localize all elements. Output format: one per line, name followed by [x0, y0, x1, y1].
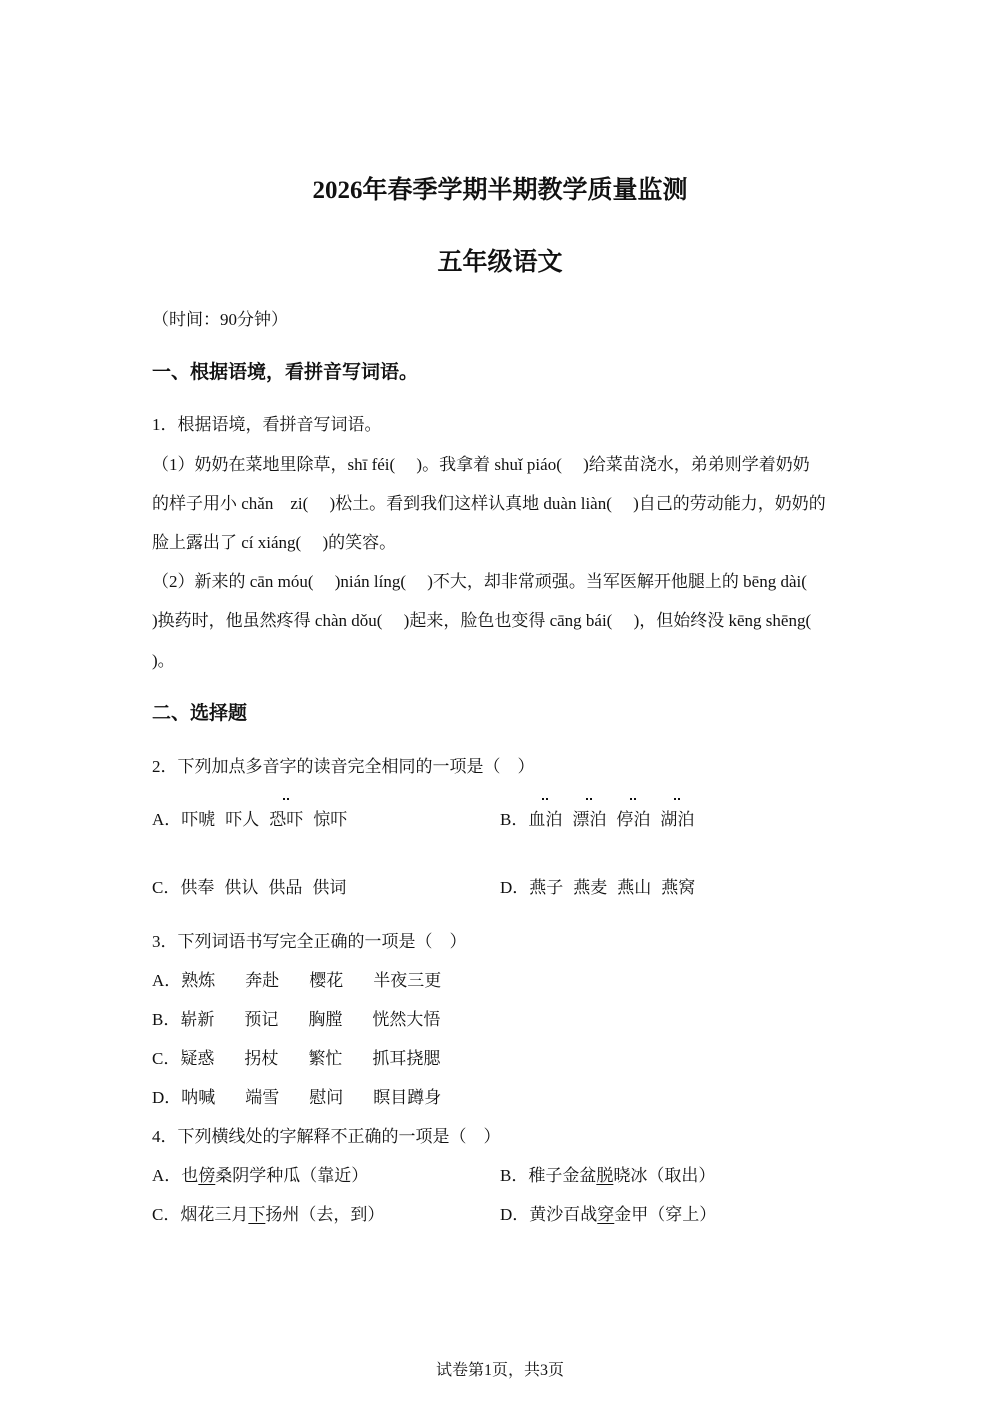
- word: 燕子: [529, 878, 564, 897]
- q2-option-b: [500, 805, 694, 830]
- option-label: C．: [152, 878, 181, 897]
- word: 供认: [224, 878, 259, 897]
- word: 预记: [244, 1010, 279, 1029]
- word: 呐喊: [181, 1088, 216, 1107]
- option-label: C．: [152, 1205, 181, 1224]
- option-label: B．: [152, 1010, 181, 1029]
- word: 恍然大悟: [372, 1010, 441, 1029]
- underlined-char: 穿: [597, 1205, 615, 1224]
- option-label: C．: [152, 1049, 181, 1068]
- q3-option-d: [152, 1083, 441, 1108]
- word: 燕窝: [661, 878, 696, 897]
- q3-stem: 3．下列词语书写完全正确的一项是（ ）: [152, 932, 467, 951]
- word: 端雪: [245, 1088, 280, 1107]
- q1-stem: 1．根据语境，看拼音写词语。: [152, 415, 382, 434]
- word: 惊吓: [313, 810, 348, 829]
- q4-option-d: [500, 1200, 716, 1225]
- word: 燕麦: [573, 878, 608, 897]
- q4-option-b: [500, 1161, 715, 1186]
- word: 奔赴: [245, 971, 280, 990]
- text: 桑阴学种瓜（靠近）: [215, 1166, 369, 1185]
- word: 拐杖: [244, 1049, 279, 1068]
- section-2-heading: 二、选择题: [152, 703, 248, 724]
- word: 慰问: [309, 1088, 344, 1107]
- underlined-char: 脱: [596, 1166, 614, 1185]
- word-dotted: 湖泊: [660, 805, 694, 830]
- option-label: B．: [500, 1166, 529, 1185]
- exam-subtitle: 五年级语文: [437, 249, 563, 276]
- word: 樱花: [309, 971, 344, 990]
- option-label: D．: [500, 1205, 530, 1224]
- time-note: （时间：90分钟）: [152, 310, 288, 329]
- word-dotted: 漂泊: [572, 805, 606, 830]
- q3-option-a: [152, 966, 441, 991]
- word: 吓人: [225, 810, 260, 829]
- option-label: D．: [500, 878, 530, 897]
- section-1-heading: 一、根据语境，看拼音写词语。: [152, 362, 419, 383]
- word: 供品: [268, 878, 303, 897]
- word: 供奉: [180, 878, 215, 897]
- q2-option-c: [152, 873, 346, 898]
- q1-part2-line1: （2）新来的 cān móu( )nián líng( )不大，却非常顽强。当军医解开他腿上的 bēng dài(: [152, 572, 807, 591]
- q4-stem: 4．下列横线处的字解释不正确的一项是（ ）: [152, 1127, 501, 1146]
- text: 晓冰（取出）: [613, 1166, 716, 1185]
- q1-part2-line3: )。: [152, 651, 175, 670]
- exam-title: 2026年春季学期半期教学质量监测: [312, 177, 688, 204]
- option-label: B．: [500, 810, 529, 829]
- word-dotted: 停泊: [616, 805, 650, 830]
- q2-option-a: [152, 805, 347, 830]
- q3-option-c: [152, 1044, 440, 1069]
- option-label: A．: [152, 1166, 182, 1185]
- word: 胸膛: [308, 1010, 343, 1029]
- text: 稚子金盆: [528, 1166, 597, 1185]
- word: 半夜三更: [373, 971, 442, 990]
- word-dotted: 血泊: [528, 805, 562, 830]
- word: 燕山: [617, 878, 652, 897]
- q2-option-d: [500, 873, 695, 898]
- word: 疑惑: [180, 1049, 215, 1068]
- q4-option-a: [152, 1161, 368, 1186]
- text: 金甲（穿上）: [614, 1205, 717, 1224]
- underlined-char: 傍: [198, 1166, 216, 1185]
- q3-option-b: [152, 1005, 440, 1030]
- q4-option-c: [152, 1200, 384, 1225]
- q1-part1-line3: 脸上露出了 cí xiáng( )的笑容。: [152, 533, 397, 552]
- q2-stem: 2．下列加点多音字的读音完全相同的一项是（ ）: [152, 757, 535, 776]
- q1-part1-line1: （1）奶奶在菜地里除草，shī féi( )。我拿着 shuǐ piáo( )给菜苗浇水，弟弟则学着奶奶: [152, 455, 810, 474]
- text: 烟花三月: [180, 1205, 249, 1224]
- word: 抓耳挠腮: [372, 1049, 441, 1068]
- option-label: A．: [152, 810, 182, 829]
- page-footer: 试卷第1页，共3页: [435, 1362, 564, 1379]
- text: 也: [181, 1166, 199, 1185]
- option-label: D．: [152, 1088, 182, 1107]
- q1-part2-line2: )换药时，他虽然疼得 chàn dǒu( )起来，脸色也变得 cāng bái( )，但始终没 kēng shēng(: [152, 611, 812, 630]
- text: 黄沙百战: [529, 1205, 598, 1224]
- word: 吓唬: [181, 810, 216, 829]
- word: 崭新: [180, 1010, 215, 1029]
- word: 瞑目蹲身: [373, 1088, 442, 1107]
- q1-part1-line2: 的样子用小 chǎn zi( )松土。看到我们这样认真地 duàn liàn( )自己的劳动能力，奶奶的: [152, 494, 826, 513]
- text: 扬州（去，到）: [265, 1205, 385, 1224]
- word-dotted: 恐吓: [269, 805, 303, 830]
- underlined-char: 下: [248, 1205, 266, 1224]
- word: 繁忙: [308, 1049, 343, 1068]
- word: 供词: [312, 878, 347, 897]
- option-label: A．: [152, 971, 182, 990]
- word: 熟炼: [181, 971, 216, 990]
